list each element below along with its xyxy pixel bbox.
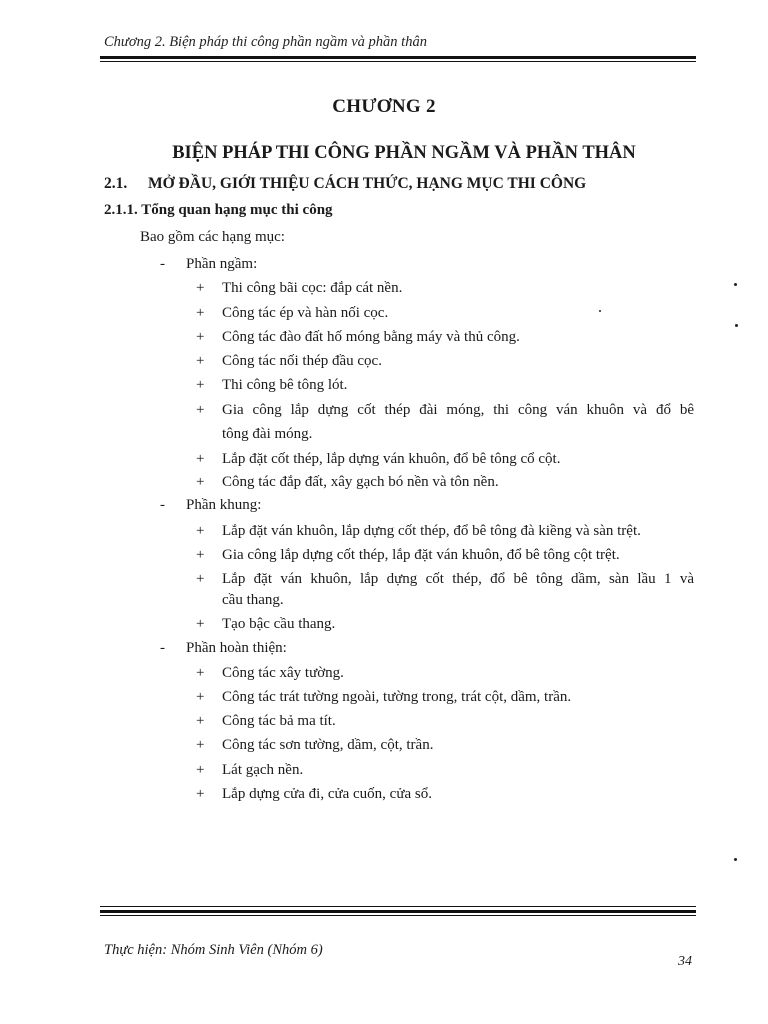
- section-title: MỞ ĐẦU, GIỚI THIỆU CÁCH THỨC, HẠNG MỤC THI CÔNG: [148, 175, 587, 192]
- list-item: [196, 547, 620, 564]
- group-title: Phần hoàn thiện:: [186, 640, 287, 656]
- subsection-heading: 2.1.1. Tổng quan hạng mục thi công: [104, 202, 333, 218]
- group-title: Phần ngầm:: [186, 256, 258, 272]
- plus-marker: +: [196, 329, 205, 345]
- plus-marker: +: [196, 547, 205, 563]
- dash-marker: -: [160, 640, 165, 656]
- list-item-text: Công tác đắp đất, xây gạch bó nền và tôn nền.: [222, 474, 499, 490]
- plus-marker: +: [196, 762, 205, 778]
- footer-rule-thick: [100, 910, 696, 913]
- list-item-text: Lắp dựng cửa đi, cửa cuốn, cửa sổ.: [222, 786, 432, 802]
- list-item: [196, 665, 344, 682]
- plus-marker: +: [196, 616, 205, 632]
- scan-speck: [734, 283, 737, 286]
- list-item-text: Lắp đặt ván khuôn, lắp dựng cốt thép, đổ bê tông dầm, sàn lầu 1 và: [222, 571, 694, 587]
- header-rule-thin: [100, 61, 696, 62]
- footer-rule-thin-top: [100, 906, 696, 907]
- scan-speck: [734, 858, 737, 861]
- list-item: [196, 523, 641, 540]
- plus-marker: +: [196, 451, 205, 467]
- plus-marker: +: [196, 571, 205, 587]
- list-item: [196, 353, 382, 370]
- plus-marker: +: [196, 665, 205, 681]
- scan-speck: [735, 324, 738, 327]
- plus-marker: +: [196, 713, 205, 729]
- group-heading: [160, 640, 287, 657]
- list-item-text: Thi công bê tông lót.: [222, 377, 348, 393]
- chapter-title: BIỆN PHÁP THI CÔNG PHẦN NGẦM VÀ PHẦN THÂN: [172, 143, 636, 163]
- plus-marker: +: [196, 737, 205, 753]
- list-item: [196, 571, 694, 588]
- list-item: [196, 451, 560, 468]
- group-title: Phần khung:: [186, 497, 262, 513]
- list-item-text: Công tác xây tường.: [222, 665, 344, 681]
- list-item-text: Công tác sơn tường, dầm, cột, trần.: [222, 737, 434, 753]
- plus-marker: +: [196, 786, 205, 802]
- list-item-text: Tạo bậc cầu thang.: [222, 616, 336, 632]
- list-item-text: Lắp đặt ván khuôn, lắp dựng cốt thép, đổ bê tông đà kiềng và sàn trệt.: [222, 523, 641, 539]
- list-item: [196, 377, 347, 394]
- list-item: [196, 402, 694, 419]
- list-item-text: Thi công bãi cọc: đắp cát nền.: [222, 280, 403, 296]
- list-item: [196, 737, 433, 754]
- dash-marker: -: [160, 497, 165, 513]
- header-rule-thick: [100, 56, 696, 59]
- list-item-text: Công tác nối thép đầu cọc.: [222, 353, 382, 369]
- list-item: [196, 280, 402, 297]
- list-item: [196, 305, 388, 322]
- section-heading: [104, 175, 586, 193]
- page-number: 34: [678, 954, 692, 969]
- plus-marker: +: [196, 353, 205, 369]
- group-heading: [160, 256, 257, 273]
- list-item: [196, 762, 303, 779]
- list-item-text: Công tác bả ma tít.: [222, 713, 336, 729]
- list-item-text: Công tác đào đất hố móng bằng máy và thủ công.: [222, 329, 520, 345]
- plus-marker: +: [196, 305, 205, 321]
- plus-marker: +: [196, 280, 205, 296]
- dash-marker: -: [160, 256, 165, 272]
- list-item: [196, 329, 520, 346]
- list-item-text: Gia công lắp dựng cốt thép đài móng, thi công ván khuôn và đổ bê: [222, 402, 694, 418]
- plus-marker: +: [196, 402, 205, 418]
- intro-text: Bao gồm các hạng mục:: [140, 229, 285, 245]
- list-item-text: Công tác trát tường ngoài, tường trong, trát cột, dầm, trần.: [222, 689, 572, 705]
- list-item: [196, 713, 336, 730]
- plus-marker: +: [196, 523, 205, 539]
- list-item-text: Gia công lắp dựng cốt thép, lắp đặt ván khuôn, đổ bê tông cột trệt.: [222, 547, 620, 563]
- list-item-text: Lát gạch nền.: [222, 762, 304, 778]
- plus-marker: +: [196, 377, 205, 393]
- chapter-label: CHƯƠNG 2: [332, 96, 436, 117]
- footer-credit: Thực hiện: Nhóm Sinh Viên (Nhóm 6): [104, 942, 323, 958]
- list-item: [196, 786, 432, 803]
- running-header: Chương 2. Biện pháp thi công phần ngầm và phần thân: [104, 34, 427, 50]
- list-item-continuation: tông đài móng.: [222, 426, 313, 442]
- list-item-text: Lắp đặt cốt thép, lắp dựng ván khuôn, đổ bê tông cổ cột.: [222, 451, 561, 467]
- list-item-continuation: cầu thang.: [222, 592, 284, 608]
- plus-marker: +: [196, 474, 205, 490]
- list-item: [196, 616, 335, 633]
- list-item: [196, 689, 571, 706]
- scan-speck: [599, 310, 601, 312]
- plus-marker: +: [196, 689, 205, 705]
- section-number: 2.1.: [104, 175, 128, 192]
- group-heading: [160, 497, 261, 514]
- footer-rule-thin-bottom: [100, 915, 696, 916]
- list-item-text: Công tác ép và hàn nối cọc.: [222, 305, 389, 321]
- list-item: [196, 474, 499, 491]
